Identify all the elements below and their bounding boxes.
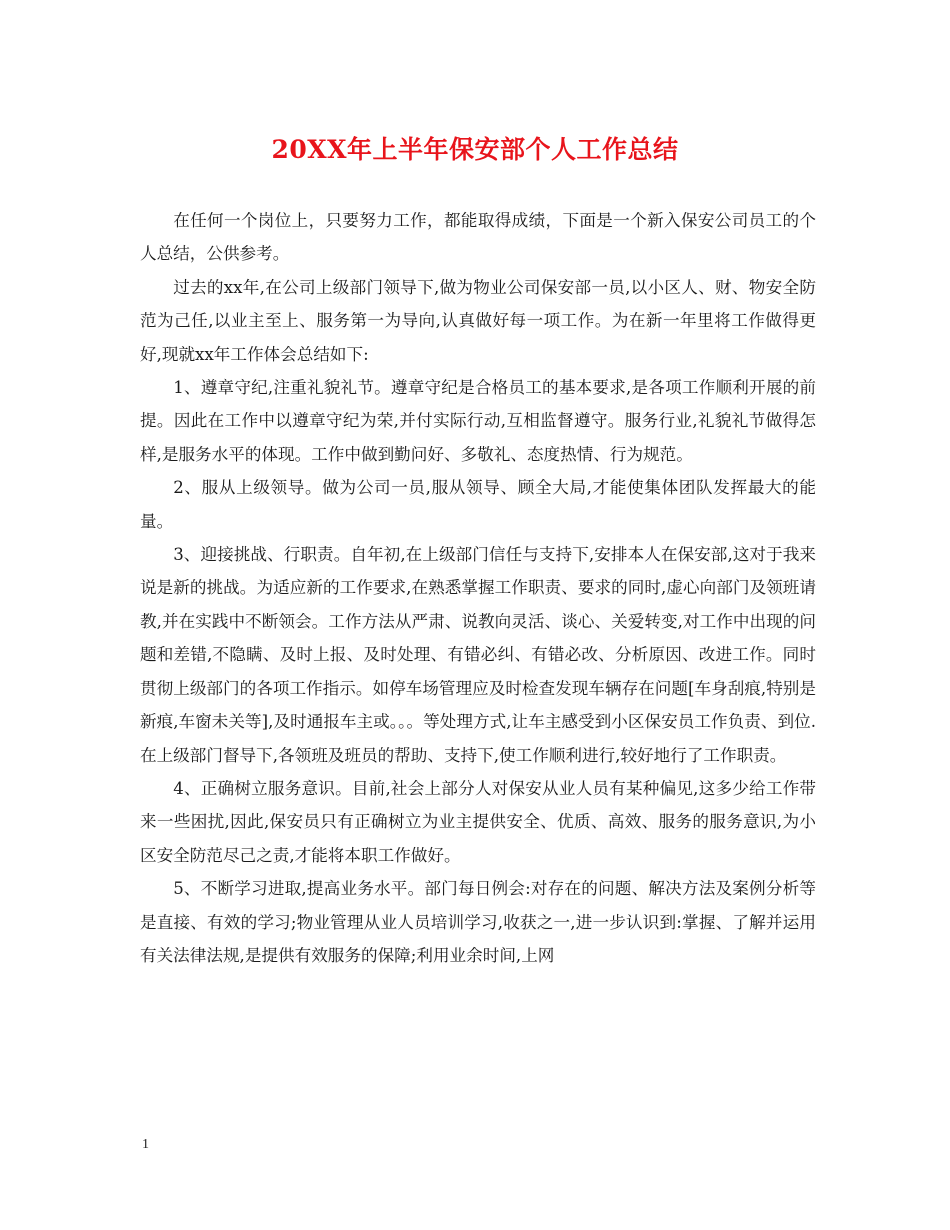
paragraph: 4、正确树立服务意识。目前,社会上部分人对保安从业人员有某种偏见,这多少给工作带来一些困扰,因此,保安员只有正确树立为业主提供安全、优质、高效、服务的服务意识,为小区安全防范尽己之责,才能将本职工作做好。: [140, 778, 816, 865]
document-title: 20XX年上半年保安部个人工作总结: [271, 135, 679, 164]
paragraph: 5、不断学习进取,提高业务水平。部门每日例会:对存在的问题、解决方法及案例分析等是直接、有效的学习;物业管理从业人员培训学习,收获之一,进一步认识到:掌握、了解并运用有关法律法规,是提供有效服务的保障;利用业余时间,上网: [140, 879, 816, 965]
paragraph: 过去的xx年,在公司上级部门领导下,做为物业公司保安部一员,以小区人、财、物安全防范为己任,以业主至上、服务第一为导向,认真做好每一项工作。为在新一年里将工作做得更好,现就xx年工作体会总结如下:: [140, 277, 816, 364]
page-number: 1: [142, 1137, 149, 1152]
paragraph: 1、遵章守纪,注重礼貌礼节。遵章守纪是合格员工的基本要求,是各项工作顺利开展的前提。因此在工作中以遵章守纪为荣,并付实际行动,互相监督遵守。服务行业,礼貌礼节做得怎样,是服务水平的体现。工作中做到勤问好、多敬礼、态度热情、行为规范。: [140, 378, 816, 464]
paragraph: 3、迎接挑战、行职责。自年初,在上级部门信任与支持下,安排本人在保安部,这对于我来说是新的挑战。为适应新的工作要求,在熟悉掌握工作职责、要求的同时,虚心向部门及领班请教,并在实践中不断领会。工作方法从严肃、说教向灵活、谈心、关爱转变,对工作中出现的问题和差错,不隐瞒、及时上报、及时处理、有错必纠、有错必改、分析原因、改进工作。同时贯彻上级部门的各项工作指示。如停车场管理应及时检查发现车辆存在问题[车身刮痕,特别是新痕,车窗未关等],及时通报车主或。。。等处理方式,让车主感受到小区保安员工作负责、到位.在上级部门督导下,各领班及班员的帮助、支持下,使工作顺利进行,较好地行了工作职责。: [140, 545, 816, 765]
document-body: [140, 204, 816, 972]
paragraph: 在任何一个岗位上，只要努力工作，都能取得成绩，下面是一个新入保安公司员工的个人总结，公供参考。: [140, 211, 816, 264]
paragraph: 2、服从上级领导。做为公司一员,服从领导、顾全大局,才能使集体团队发挥最大的能量。: [140, 478, 816, 531]
